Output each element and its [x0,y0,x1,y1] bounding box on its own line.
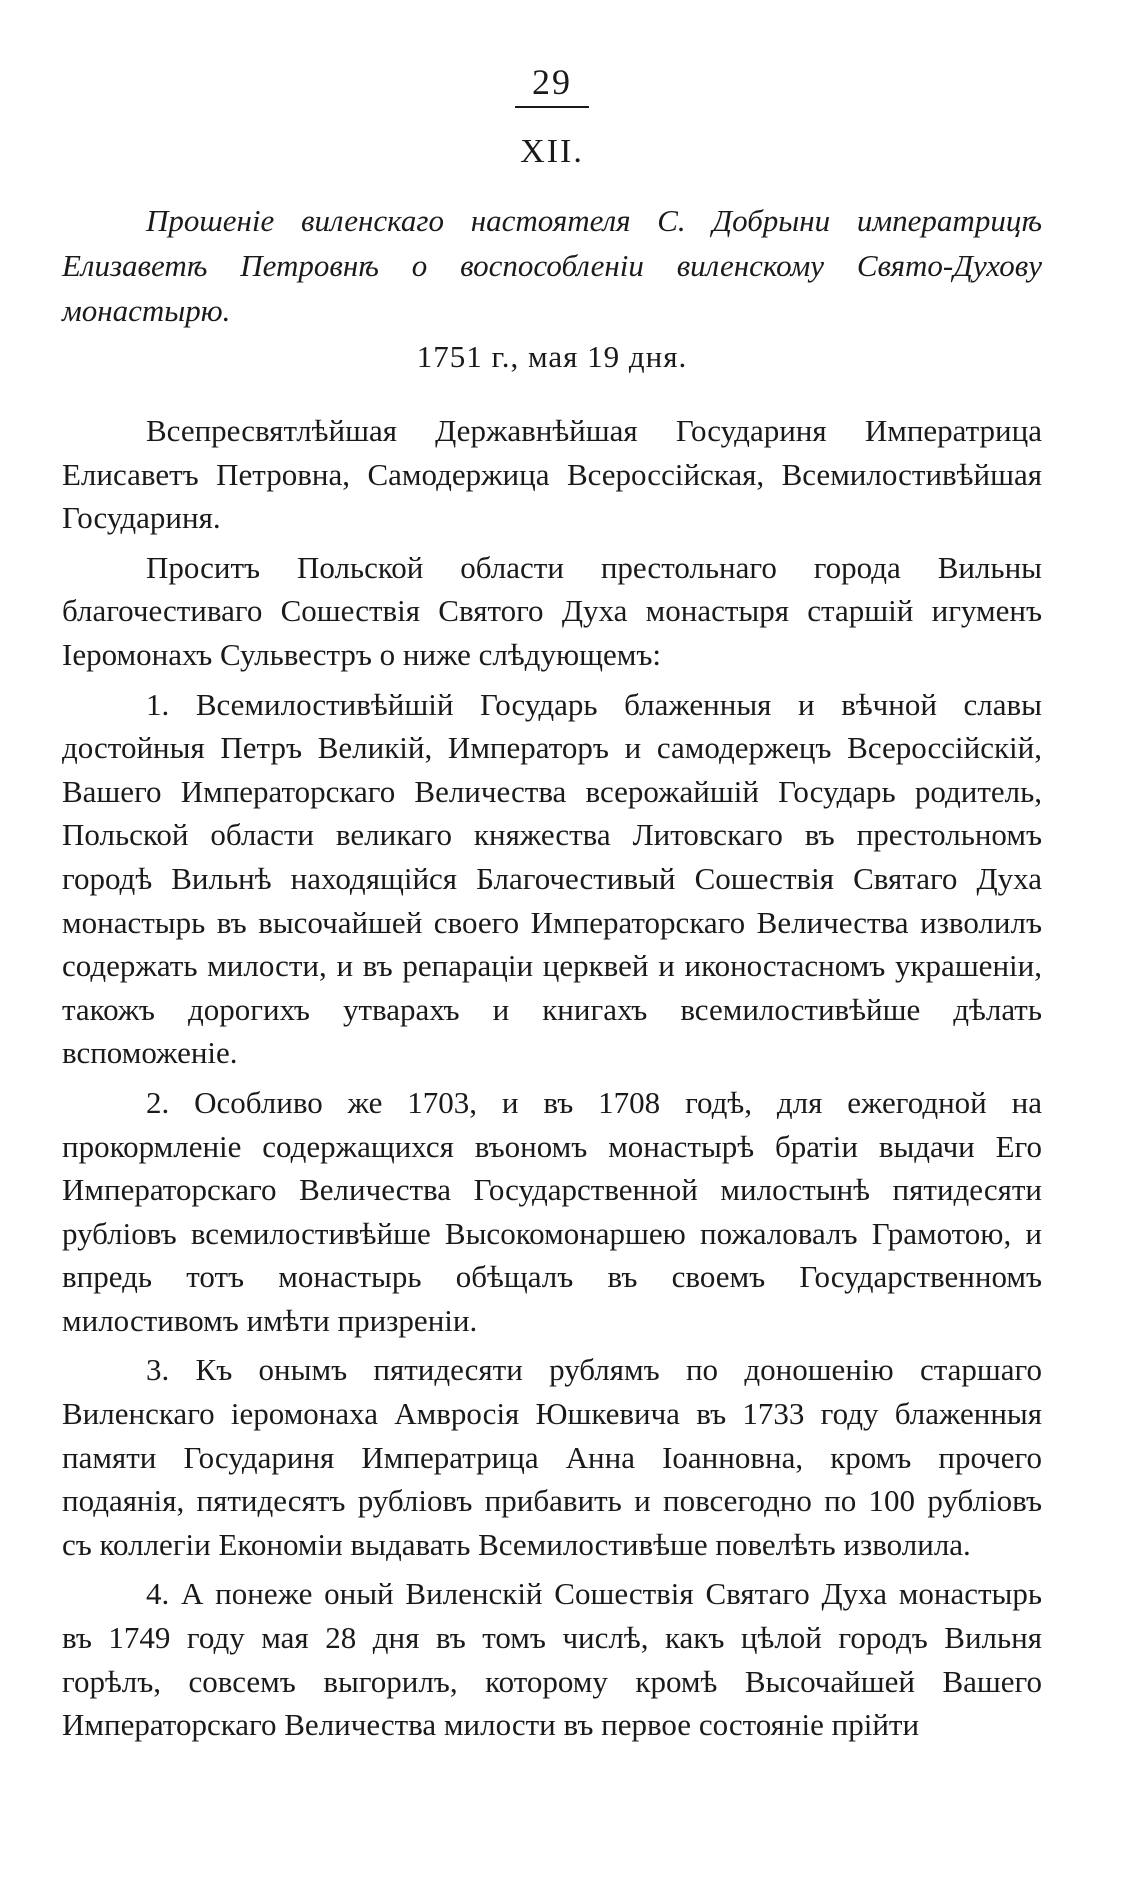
document-body [62,409,1042,1747]
page-number-underline [515,106,589,108]
page-number: 29 [532,62,572,102]
section-numeral: XII. [520,133,584,170]
paragraph-petitioner: Проситъ Польской области престольнаго города Вильны благочестиваго Сошествія Святого Духа монастыря старшій игуменъ Іеромонахъ Сульвестръ о ниже слѣдующемъ: [62,549,1042,672]
paragraph-item-1: 1. Всемилостивѣйшій Государь блаженныя и вѣчной славы достойныя Петръ Великій, Императоръ и самодержецъ Всероссійскій, Вашего Императорскаго Величества всерожайшій Государь родитель, Польской области великаго княжества Литовскаго въ престольномъ городѣ Вильнѣ находящійся Благочестивый Сошествія Святаго Духа монастырь въ высочайшей своего Императорскаго Величества изволилъ содержать милости, и въ репараціи церквей и иконостасномъ украшеніи, такожъ дорогихъ утварахъ и книгахъ всемилостивѣйше дѣлать вспоможеніе. [62,686,1042,1071]
document-title: Прошеніе виленскаго настоятеля С. Добрыни императрицѣ Елизаветѣ Петровнѣ о воспособленіи виленскому Свято-Духову монастырю. [62,203,1042,328]
paragraph-item-2: 2. Особливо же 1703, и въ 1708 годѣ, для ежегодной на прокормленіе содержащихся въономъ монастырѣ братіи выдачи Его Императорскаго Величества Государственной милостынѣ пятидесяти рублiовъ всемилостивѣйше Высокомонаршею пожаловалъ Грамотою, и впредь тотъ монастырь обѣщалъ въ своемъ Государственномъ милостивомъ имѣти призреніи. [62,1084,1042,1338]
paragraph-item-3: 3. Къ онымъ пятидесяти рублямъ по доношенію старшаго Виленскаго іеромонаха Амвросія Юшкевича въ 1733 году блаженныя памяти Государиня Императрица Анна Іоанновна, кромъ прочего подаянія, пятидесятъ рублiовъ прибавить и повсегодно по 100 рублiовъ съ коллегіи Економіи выдавать Всемилостивѣше повелѣть изволила. [62,1352,1042,1562]
document-page [62,60,1042,1747]
paragraph-item-4: 4. А понеже оный Виленскій Сошествія Святаго Духа монастырь въ 1749 году мая 28 дня въ томъ числѣ, какъ цѣлой городъ Вильня горѣлъ, совсемъ выгорилъ, которому кромѣ Высочайшей Вашего Императорскаго Величества милости въ первое состояніе прійти [62,1576,1042,1743]
document-date: 1751 г., мая 19 дня. [416,339,688,374]
paragraph-salutation: Всепресвятлѣйшая Державнѣйшая Государиня Императрица Елисаветъ Петровна, Самодержица Всероссійская, Всемилостивѣйшая Государиня. [62,413,1042,536]
